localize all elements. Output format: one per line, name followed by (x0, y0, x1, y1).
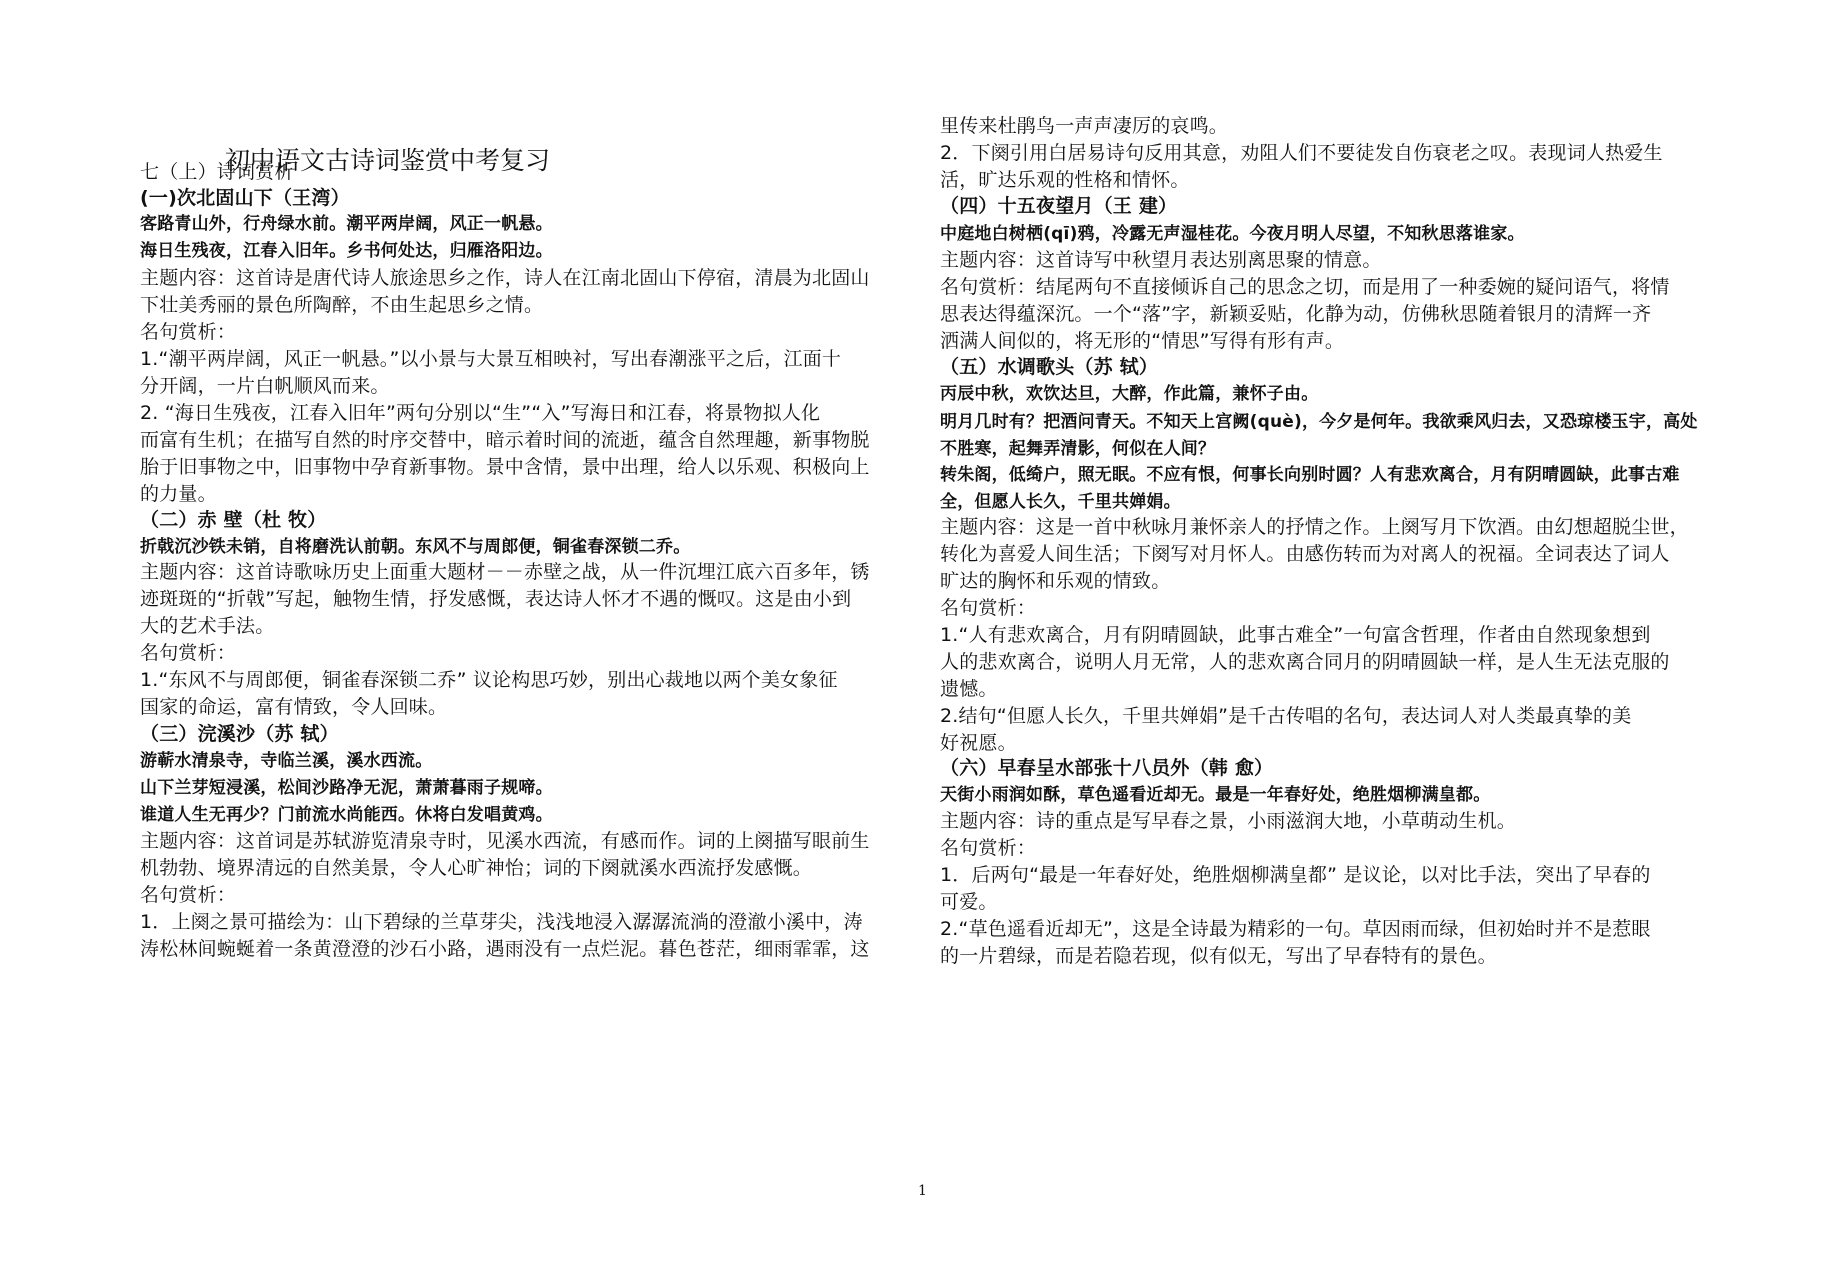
right-text-line: 名句赏析： (940, 837, 1037, 859)
right-text-line: 不胜寒，起舞弄清影，何似在人间？ (940, 439, 1216, 459)
right-text-line: 洒满人间似的，将无形的“情思”写得有形有声。 (940, 330, 1345, 352)
left-text-line: 主题内容：这首诗是唐代诗人旅途思乡之作，诗人在江南北固山下停宿，清晨为北固山 (140, 267, 870, 289)
left-text-line: 胎于旧事物之中，旧事物中孕育新事物。景中含情，景中出理，给人以乐观、积极向上 (140, 456, 870, 478)
left-text-line: 主题内容：这首词是苏轼游览清泉寺时，见溪水西流，有感而作。词的上阕描写眼前生 (140, 830, 870, 852)
page-number: 1 (918, 1183, 927, 1199)
left-text-line: 名句赏析： (140, 884, 237, 906)
left-text-line: 1．上阕之景可描绘为：山下碧绿的兰草芽尖，浅浅地浸入潺潺流淌的澄澈小溪中，涛 (140, 911, 863, 933)
left-text-line: 国家的命运，富有情致，令人回味。 (140, 696, 448, 718)
right-text-line: （五）水调歌头（苏 轼） (940, 356, 1159, 378)
right-text-line: 人的悲欢离合，说明人月无常，人的悲欢离合同月的阴晴圆缺一样，是人生无法克服的 (940, 651, 1670, 673)
left-text-line: 分开阔，一片白帆顺风而来。 (140, 375, 390, 397)
right-text-line: 中庭地白树栖(qī)鸦，冷露无声湿桂花。今夜月明人尽望，不知秋思落谁家。 (940, 224, 1525, 244)
left-text-line: 名句赏析： (140, 321, 237, 343)
left-text-line: 涛松林间蜿蜒着一条黄澄澄的沙石小路，遇雨没有一点烂泥。暮色苍茫，细雨霏霏，这 (140, 938, 870, 960)
left-text-line: 主题内容：这首诗歌咏历史上面重大题材－－赤壁之战，从一件沉埋江底六百多年，锈 (140, 561, 870, 583)
right-text-line: 明月几时有？把酒问青天。不知天上宫阙(què)，今夕是何年。我欲乘风归去，又恐琼楼玉宇，高处 (940, 412, 1698, 432)
right-text-line: 活，旷达乐观的性格和情怀。 (940, 169, 1190, 191)
right-text-line: 里传来杜鹃鸟一声声凄厉的哀鸣。 (940, 115, 1229, 137)
left-text-line: 名句赏析： (140, 642, 237, 664)
right-text-line: 转朱阁，低绮户，照无眠。不应有恨，何事长向别时圆？人有悲欢离合，月有阴晴圆缺，此事古难 (940, 465, 1680, 485)
right-text-line: 2．下阕引用白居易诗句反用其意，劝阻人们不要徒发自伤衰老之叹。表现词人热爱生 (940, 142, 1663, 164)
right-text-line: 主题内容：这首诗写中秋望月表达别离思聚的情意。 (940, 249, 1382, 271)
page-title: 初中语文古诗词鉴赏中考复习 (225, 146, 551, 175)
right-text-line: 1．后两句“最是一年春好处，绝胜烟柳满皇都” 是议论，以对比手法，突出了早春的 (940, 864, 1651, 886)
right-text-line: （六）早春呈水部张十八员外（韩 愈） (940, 757, 1274, 779)
right-text-line: 丙辰中秋，欢饮达旦，大醉，作此篇，兼怀子由。 (940, 384, 1319, 404)
left-text-line: 七（上）诗词赏析 (140, 161, 294, 183)
right-text-line: 思表达得蕴深沉。一个“落”字，新颖妥贴，化静为动，仿佛秋思随着银月的清辉一齐 (940, 303, 1652, 325)
right-text-line: 2.“草色遥看近却无”，这是全诗最为精彩的一句。草因雨而绿，但初始时并不是惹眼 (940, 918, 1651, 940)
left-text-line: 海日生残夜，江春入旧年。乡书何处达，归雁洛阳边。 (140, 241, 553, 261)
left-text-line: 机勃勃、境界清远的自然美景，令人心旷神怡；词的下阕就溪水西流抒发感慨。 (140, 857, 813, 879)
left-text-line: 1.“东风不与周郎便，铜雀春深锁二乔” 议论构思巧妙，别出心裁地以两个美女象征 (140, 669, 838, 691)
left-text-line: 客路青山外，行舟绿水前。潮平两岸阔，风正一帆悬。 (140, 214, 553, 234)
left-text-line: （三）浣溪沙（苏 轼） (140, 723, 339, 745)
right-text-line: （四）十五夜望月（王 建） (940, 195, 1178, 217)
left-text-line: 1.“潮平两岸阔，风正一帆悬。”以小景与大景互相映衬，写出春潮涨平之后，江面十 (140, 348, 842, 370)
right-text-line: 旷达的胸怀和乐观的情致。 (940, 570, 1171, 592)
right-text-line: 主题内容：这是一首中秋咏月兼怀亲人的抒情之作。上阕写月下饮酒。由幻想超脱尘世， (940, 516, 1689, 538)
left-text-line: 折戟沉沙铁未销，自将磨洗认前朝。东风不与周郎便，铜雀春深锁二乔。 (140, 537, 691, 557)
right-text-line: 的一片碧绿，而是若隐若现，似有似无，写出了早春特有的景色。 (940, 945, 1497, 967)
right-text-line: 名句赏析：结尾两句不直接倾诉自己的思念之切，而是用了一种委婉的疑问语气，将情 (940, 276, 1670, 298)
left-text-line: 大的艺术手法。 (140, 615, 275, 637)
left-text-line: 迹斑斑的“折戟”写起，触物生情，抒发感慨，表达诗人怀才不遇的慨叹。这是由小到 (140, 588, 852, 610)
right-text-line: 转化为喜爱人间生活；下阕写对月怀人。由感伤转而为对离人的祝福。全词表达了词人 (940, 543, 1670, 565)
left-text-line: 而富有生机；在描写自然的时序交替中，暗示着时间的流逝，蕴含自然理趣，新事物脱 (140, 429, 870, 451)
right-text-line: 可爱。 (940, 891, 998, 913)
left-text-line: （二）赤 壁（杜 牧） (140, 509, 327, 531)
right-text-line: 2.结句“但愿人长久，千里共婵娟”是千古传唱的名句，表达词人对人类最真挚的美 (940, 705, 1632, 727)
left-text-line: 谁道人生无再少？门前流水尚能西。休将白发唱黄鸡。 (140, 805, 553, 825)
right-text-line: 好祝愿。 (940, 732, 1017, 754)
left-text-line: 山下兰芽短浸溪，松间沙路净无泥，萧萧暮雨子规啼。 (140, 778, 553, 798)
left-text-line: (一)次北固山下（王湾） (140, 187, 350, 209)
right-text-line: 全，但愿人长久，千里共婵娟。 (940, 492, 1181, 512)
right-text-line: 主题内容：诗的重点是写早春之景，小雨滋润大地，小草萌动生机。 (940, 810, 1517, 832)
right-text-line: 名句赏析： (940, 597, 1037, 619)
left-text-line: 下壮美秀丽的景色所陶醉，不由生起思乡之情。 (140, 294, 544, 316)
left-text-line: 的力量。 (140, 483, 217, 505)
right-text-line: 遗憾。 (940, 678, 998, 700)
left-text-line: 2. “海日生残夜，江春入旧年”两句分别以“生”“入”写海日和江春，将景物拟人化 (140, 402, 821, 424)
right-text-line: 天街小雨润如酥，草色遥看近却无。最是一年春好处，绝胜烟柳满皇都。 (940, 785, 1491, 805)
left-text-line: 游蕲水清泉寺，寺临兰溪，溪水西流。 (140, 751, 433, 771)
right-text-line: 1.“人有悲欢离合，月有阴晴圆缺，此事古难全”一句富含哲理，作者由自然现象想到 (940, 624, 1651, 646)
